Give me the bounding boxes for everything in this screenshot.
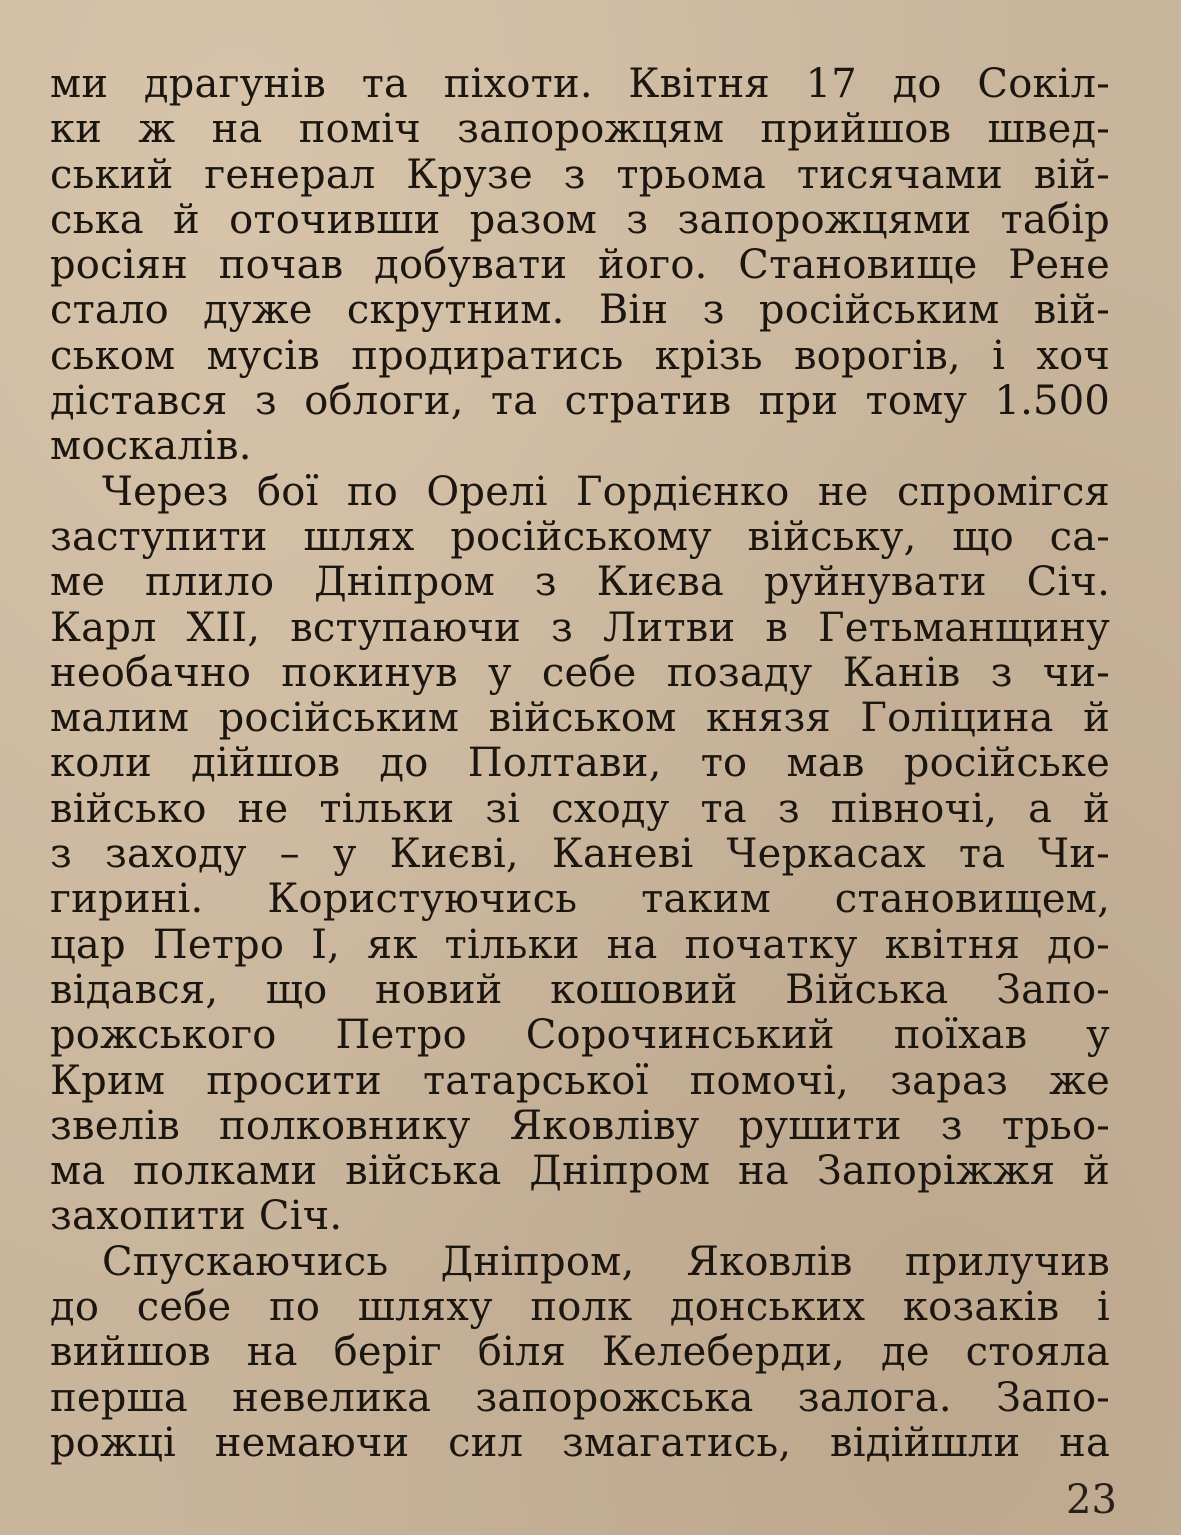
text-line: звелів полковнику Яковліву рушити з трьо- <box>50 1102 1110 1149</box>
text-line: захопити Січ. <box>50 1193 343 1240</box>
text-line: до себе по шляху полк донських козаків і <box>50 1284 1110 1331</box>
text-line: військо не тільки зі сходу та з півночі, а й <box>50 785 1110 832</box>
text-line: необачно покинув у себе позаду Канів з чи- <box>50 649 1110 696</box>
text-line: гирині. Користуючись таким становищем, <box>50 876 1110 923</box>
text-line: ськом мусів продиратись крізь ворогів, і хоч <box>50 332 1110 379</box>
text-line: ма полками війська Дніпром на Запоріжжя й <box>50 1148 1110 1195</box>
text-line: рожці немаючи сил змагатись, відійшли на <box>50 1419 1110 1466</box>
text-line: цар Петро І, як тільки на початку квітня до- <box>50 921 1110 968</box>
text-line: Карл XII, вступаючи з Литви в Гетьманщину <box>50 604 1110 651</box>
text-line: Крим просити татарської помочі, зараз же <box>50 1057 1110 1104</box>
text-line: москалів. <box>50 423 252 470</box>
text-line: ми драгунів та піхоти. Квітня 17 до Сокіл- <box>50 61 1110 107</box>
text-line: стало дуже скрутним. Він з російським вій- <box>50 287 1110 334</box>
text-line: вийшов на беріг біля Келеберди, де стояла <box>50 1329 1110 1376</box>
text-line: з заходу – у Києві, Каневі Черкасах та Чи- <box>50 831 1110 878</box>
page-text <box>50 62 1110 1466</box>
text-line: ки ж на поміч запорожцям прийшов швед- <box>50 106 1110 153</box>
text-line: відався, що новий кошовий Війська Запо- <box>50 966 1110 1013</box>
text-line: перша невелика запорожська залога. Запо- <box>50 1374 1110 1421</box>
text-line: коли дійшов до Полтави, то мав російське <box>50 740 1110 787</box>
text-line: дістався з облоги, та стратив при тому 1.500 <box>50 378 1110 425</box>
text-line: ме плило Дніпром з Києва руйнувати Січ. <box>50 559 1110 606</box>
text-line: Спускаючись Дніпром, Яковлів прилучив <box>102 1238 1110 1285</box>
text-line: ський генерал Крузе з трьома тисячами вій- <box>50 151 1110 198</box>
text-line: рожського Петро Сорочинський поїхав у <box>50 1012 1110 1059</box>
text-line: ська й оточивши разом з запорожцями табір <box>50 196 1110 243</box>
text-line: Через бої по Орелі Гордієнко не спромігся <box>102 468 1110 515</box>
text-line: росіян почав добувати його. Становище Рене <box>50 242 1110 289</box>
text-line: малим російським військом князя Голіцина й <box>50 695 1110 742</box>
text-line: заступити шлях російському війську, що са- <box>50 513 1110 560</box>
page-number: 23 <box>1066 1477 1117 1523</box>
